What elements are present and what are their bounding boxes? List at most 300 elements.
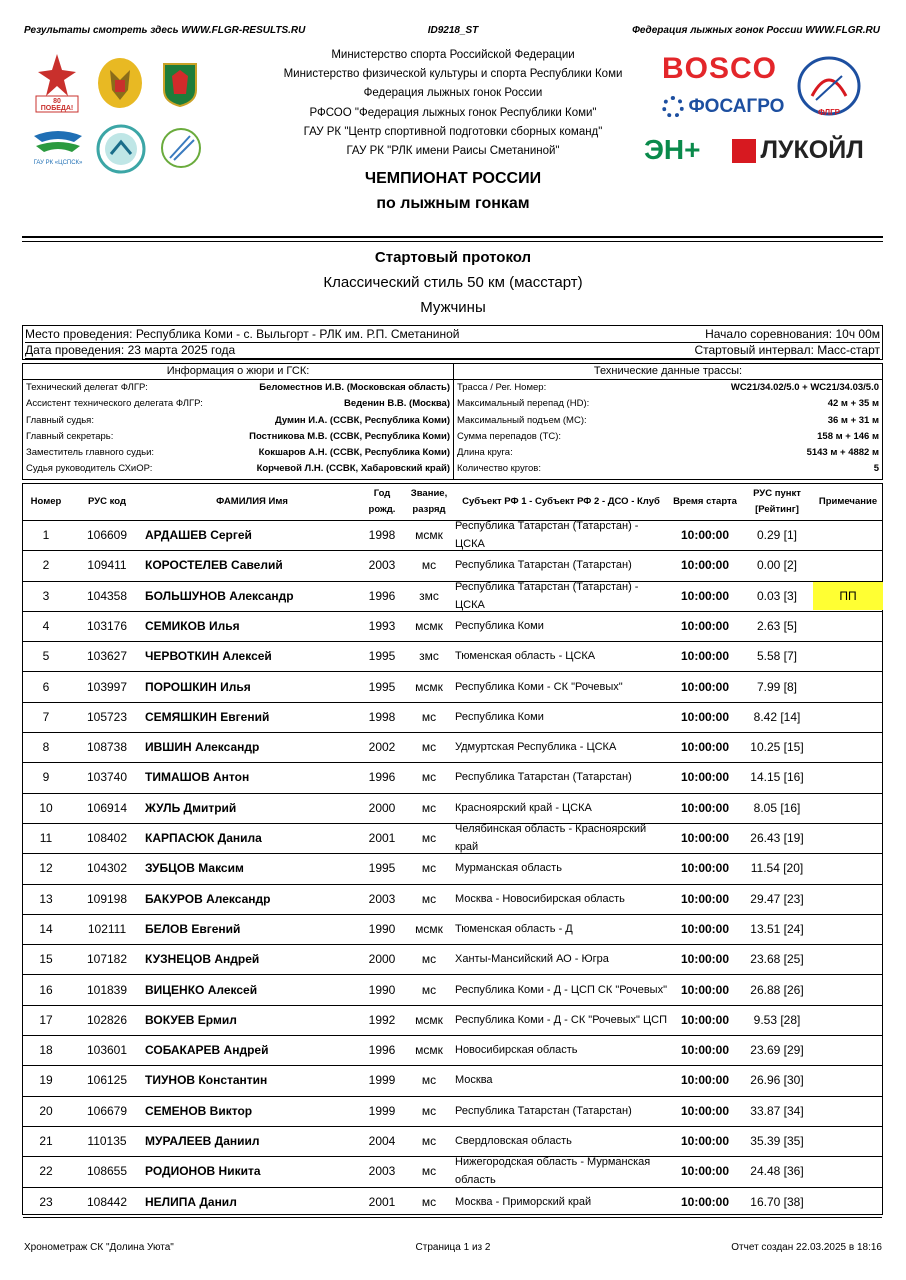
table-row: [23, 793, 882, 824]
protocol-titles: [0, 245, 906, 321]
track-row: Максимальный подъем (MC): 36 м + 31 м: [457, 414, 879, 426]
flgr-logo: [796, 56, 862, 120]
note: [813, 762, 883, 792]
start-number: 6: [42, 679, 50, 694]
rus-code: 103997: [86, 679, 128, 694]
start-number: 15: [39, 952, 53, 967]
page-number: Страница 1 из 2: [415, 1242, 491, 1253]
region-club: Республика Татарстан (Татарстан): [455, 771, 632, 784]
rus-code: 102111: [87, 921, 127, 936]
region-club: Республика Татарстан (Татарстан): [455, 559, 632, 572]
table-row: [23, 884, 882, 915]
note: [813, 1156, 883, 1186]
sport-rank: мс: [421, 952, 437, 967]
start-time: 10:00:00: [680, 649, 730, 664]
rus-points: 5.58 [7]: [756, 649, 798, 664]
championship-title-line1: ЧЕМПИОНАТ РОССИИ: [364, 170, 542, 187]
note: [813, 732, 883, 762]
birth-year: 1998: [368, 709, 396, 724]
start-number: 14: [39, 921, 53, 936]
athlete-name: СОБАКАРЕВ Андрей: [145, 1043, 269, 1058]
rlk-smetanina-logo: [96, 124, 146, 174]
track-info: [454, 364, 882, 479]
table-row: [23, 550, 882, 581]
start-time: 10:00:00: [680, 770, 730, 785]
start-time: 10:00:00: [680, 740, 730, 755]
start-number: 22: [39, 1164, 53, 1179]
col-header-time: Время старта: [673, 496, 737, 507]
rus-code: 108442: [86, 1194, 128, 1209]
start-time: 10:00:00: [680, 679, 730, 694]
start-number: 2: [42, 558, 50, 573]
rus-points: 0.00 [2]: [756, 558, 798, 573]
federation-link[interactable]: Федерация лыжных гонок России WWW.FLGR.RU: [632, 25, 880, 36]
note: [813, 1035, 883, 1065]
sport-rank: мсмк: [415, 618, 443, 633]
sport-rank: мсмк: [415, 1043, 443, 1058]
lukoil-text: ЛУКОЙЛ: [760, 136, 864, 164]
region-club: Республика Коми - Д - СК "Рочевых" ЦСП: [455, 1013, 667, 1026]
birth-year: 2003: [368, 1164, 396, 1179]
birth-year: 1993: [368, 618, 396, 633]
birth-year: 1992: [368, 1012, 396, 1027]
note: [813, 1065, 883, 1095]
table-row: [23, 1126, 882, 1157]
note: [813, 884, 883, 914]
russia-coat-of-arms-logo: [96, 56, 144, 110]
rus-points: 23.68 [25]: [750, 952, 804, 967]
sport-rank: мс: [421, 740, 437, 755]
venue-box: [22, 325, 883, 360]
header-divider-thin: [22, 241, 883, 242]
table-row: [23, 914, 882, 945]
region-club: Республика Коми: [455, 710, 544, 723]
rus-points: 26.88 [26]: [750, 982, 804, 997]
start-number: 5: [42, 649, 50, 664]
start-time: 10:00:00: [680, 1103, 730, 1118]
start-number: 3: [42, 588, 50, 603]
rus-code: 101839: [86, 982, 128, 997]
start-time: 10:00:00: [680, 558, 730, 573]
col-header-region: Субъект РФ 1 - Субъект РФ 2 - ДСО - Клуб: [462, 496, 660, 507]
sport-rank: мс: [421, 1073, 437, 1088]
start-time: 10:00:00: [680, 921, 730, 936]
sport-rank: мс: [421, 1164, 437, 1179]
rus-points: 9.53 [28]: [753, 1012, 801, 1027]
note: [813, 1187, 883, 1217]
jury-row: Главный секретарь: Постникова М.В. (ССВК, Республика Коми): [26, 430, 450, 442]
table-row: [23, 1096, 882, 1127]
sport-rank: змс: [419, 649, 439, 664]
athlete-name: СЕМИКОВ Илья: [145, 618, 240, 633]
table-row: [23, 520, 882, 551]
start-time: 10:00:00: [680, 891, 730, 906]
sport-rank: мс: [421, 891, 437, 906]
rus-points: 24.48 [36]: [750, 1164, 804, 1179]
lukoil-logo: [732, 136, 864, 165]
rus-points: 10.25 [15]: [750, 740, 804, 755]
header-divider: [22, 236, 883, 238]
col-header-year: Год рожд.: [368, 488, 396, 515]
athlete-name: КОРОСТЕЛЕВ Савелий: [145, 558, 283, 573]
col-header-note: Примечание: [818, 496, 878, 507]
start-time: 10:00:00: [680, 618, 730, 633]
region-club: Тюменская область - Д: [455, 922, 573, 935]
rus-points: 11.54 [20]: [750, 861, 804, 876]
track-row: Длина круга: 5143 м + 4882 м: [457, 447, 879, 459]
start-time: 10:00:00: [680, 588, 730, 603]
athlete-name: АРДАШЕВ Сергей: [145, 528, 252, 542]
organizer-line: Министерство физической культуры и спорта Республики Коми: [283, 68, 623, 81]
table-row: [23, 672, 882, 703]
birth-year: 1999: [368, 1103, 396, 1118]
sport-rank: мс: [421, 800, 437, 815]
table-row: [23, 1187, 882, 1218]
rus-code: 108655: [86, 1164, 128, 1179]
start-time: 10:00:00: [680, 709, 730, 724]
start-number: 17: [39, 1012, 53, 1027]
start-number: 1: [42, 528, 50, 542]
rus-points: 23.69 [29]: [750, 1043, 804, 1058]
komi-ski-federation-logo: [160, 126, 202, 170]
athlete-name: СЕМЕНОВ Виктор: [145, 1103, 253, 1118]
start-number: 21: [39, 1134, 53, 1148]
track-info-title: Технические данные трассы:: [454, 364, 882, 380]
table-row: [23, 853, 882, 884]
table-row: [23, 611, 882, 642]
birth-year: 1998: [368, 528, 396, 542]
start-number: 10: [39, 800, 53, 815]
results-link[interactable]: Результаты смотреть здесь WWW.FLGR-RESULTS.RU: [24, 25, 306, 36]
start-number: 8: [42, 740, 50, 755]
birth-year: 1996: [368, 770, 396, 785]
start-number: 11: [39, 831, 53, 845]
birth-year: 1996: [368, 588, 396, 603]
note: [813, 914, 883, 944]
note: [813, 823, 883, 853]
rus-points: 16.70 [38]: [750, 1194, 804, 1209]
region-club: Республика Татарстан (Татарстан): [455, 1104, 632, 1117]
sport-rank: мсмк: [415, 921, 443, 936]
note: [813, 550, 883, 580]
region-club: Республика Коми - СК "Рочевых": [455, 680, 623, 693]
sport-rank: мс: [421, 770, 437, 785]
birth-year: 2000: [368, 952, 396, 967]
organizer-line: ГАУ РК "Центр спортивной подготовки сборных команд": [303, 125, 603, 138]
rus-code: 104302: [86, 861, 128, 876]
sport-rank: мс: [421, 1103, 437, 1118]
organizer-line: ГАУ РК "РЛК имени Раисы Сметаниной": [346, 145, 560, 158]
birth-year: 2002: [368, 740, 396, 755]
rus-code: 109411: [87, 558, 127, 573]
sport-rank: змс: [419, 588, 439, 603]
start-number: 12: [39, 861, 53, 876]
start-time: 10:00:00: [680, 952, 730, 967]
rus-code: 103176: [86, 618, 128, 633]
note: [813, 702, 883, 732]
bosco-logo: BOSCO: [662, 52, 778, 85]
athlete-name: ЧЕРВОТКИН Алексей: [145, 649, 272, 664]
start-time: 10:00:00: [680, 982, 730, 997]
athlete-name: НЕЛИПА Данил: [145, 1194, 237, 1209]
rus-points: 33.87 [34]: [750, 1103, 804, 1118]
note: ПП: [813, 582, 883, 610]
organizer-line: Министерство спорта Российской Федерации: [331, 49, 575, 61]
athlete-name: ВОКУЕВ Ермил: [145, 1012, 237, 1027]
rus-points: 0.29 [1]: [756, 528, 798, 542]
rus-code: 109198: [86, 891, 128, 906]
start-time: 10:00:00: [680, 1012, 730, 1027]
report-created: Отчет создан 22.03.2025 в 18:16: [731, 1242, 882, 1253]
victory-80-text: 80 ПОБЕДА!: [40, 98, 74, 112]
start-number: 18: [39, 1043, 53, 1058]
note: [813, 793, 883, 823]
jury-row: Ассистент технического делегата ФЛГР: Веденин В.В. (Москва): [26, 398, 450, 410]
event-date: Дата проведения: 23 марта 2025 года: [25, 343, 236, 357]
table-header: [23, 484, 882, 521]
rus-code: 104358: [86, 588, 128, 603]
region-club: Республика Татарстан (Татарстан) - ЦСКА: [455, 520, 639, 550]
region-club: Свердловская область: [455, 1135, 572, 1147]
region-club: Республика Татарстан (Татарстан) - ЦСКА: [455, 580, 639, 611]
start-time: 10:00:00: [680, 1194, 730, 1209]
sport-rank: мс: [421, 558, 437, 573]
start-time: 10:00:00: [680, 1134, 730, 1148]
region-club: Нижегородская область - Мурманская область: [455, 1156, 651, 1187]
table-row: [23, 762, 882, 793]
sport-rank: мс: [421, 1194, 437, 1209]
note: [813, 1005, 883, 1035]
birth-year: 2004: [368, 1134, 396, 1148]
sport-rank: мс: [421, 1134, 437, 1148]
region-club: Республика Коми - Д - ЦСП СК "Рочевых": [455, 983, 667, 996]
birth-year: 2000: [368, 800, 396, 815]
athlete-name: ПОРОШКИН Илья: [145, 679, 251, 694]
table-row: [23, 1156, 882, 1187]
birth-year: 2001: [368, 1194, 396, 1209]
phosagro-flower-icon: [662, 96, 684, 118]
birth-year: 1990: [368, 982, 396, 997]
athlete-name: ЗУБЦОВ Максим: [145, 861, 244, 876]
table-row: [23, 823, 882, 854]
birth-year: 1995: [368, 861, 396, 876]
sport-rank: мсмк: [415, 679, 443, 694]
col-header-name: ФАМИЛИЯ Имя: [216, 496, 288, 507]
birth-year: 1995: [368, 649, 396, 664]
start-time: 10:00:00: [680, 861, 730, 876]
rus-points: 8.05 [16]: [753, 800, 801, 815]
birth-year: 2003: [368, 558, 396, 573]
start-time: 10:00:00: [680, 1164, 730, 1179]
region-club: Челябинская область - Красноярский край: [455, 823, 647, 853]
athlete-name: КУЗНЕЦОВ Андрей: [145, 952, 260, 967]
region-club: Мурманская область: [455, 862, 562, 875]
table-row: [23, 732, 882, 763]
sport-rank: мс: [421, 831, 437, 845]
victory-80-logo: [32, 52, 82, 114]
rus-points: 7.99 [8]: [756, 679, 798, 694]
athlete-name: ВИЦЕНКО Алексей: [145, 982, 258, 997]
jury-row: Главный судья: Думин И.А. (ССВК, Республика Коми): [26, 414, 450, 426]
rus-points: 0.03 [3]: [756, 588, 798, 603]
organizers-list: [253, 46, 653, 161]
region-club: Ханты-Мансийский АО - Югра: [455, 953, 609, 966]
sport-rank: мс: [421, 982, 437, 997]
note: [813, 853, 883, 883]
jury-info-title: Информация о жюри и ГСК:: [23, 364, 453, 380]
venue-place: Место проведения: Республика Коми - с. Выльгорт - РЛК им. Р.П. Сметаниной: [25, 327, 460, 341]
col-header-points: РУС пункт [Рейтинг]: [753, 488, 801, 515]
rus-code: 108402: [86, 831, 128, 845]
sport-rank: мсмк: [415, 528, 443, 542]
col-header-num: Номер: [30, 496, 62, 507]
start-list-table: [22, 483, 883, 1215]
birth-year: 1999: [368, 1073, 396, 1088]
region-club: Москва - Новосибирская область: [455, 892, 625, 905]
discipline-title: Классический стиль 50 км (масстарт): [323, 274, 583, 291]
table-row: [23, 1005, 882, 1036]
col-header-rank: Звание, разряд: [410, 488, 448, 515]
athlete-name: ЖУЛЬ Дмитрий: [145, 800, 237, 815]
region-club: Удмуртская Республика - ЦСКА: [455, 741, 617, 754]
start-time: 10:00:00: [680, 1043, 730, 1058]
note: [813, 520, 883, 550]
start-time: 10:00:00: [680, 528, 730, 542]
start-time: 10:00:00: [680, 1073, 730, 1088]
start-number: 16: [39, 982, 53, 997]
jury-row: Заместитель главного судьи: Кокшаров А.Н. (ССВК, Республика Коми): [26, 447, 450, 459]
note: [813, 944, 883, 974]
category-title: Мужчины: [420, 299, 486, 316]
note: [813, 1126, 883, 1156]
jury-row: Судья руководитель СХиОР: Корчевой Л.Н. (ССВК, Хабаровский край): [26, 463, 450, 475]
flgr-logo-text: ФЛГР: [817, 108, 840, 117]
rus-code: 110135: [87, 1134, 127, 1148]
region-club: Новосибирская область: [455, 1044, 578, 1057]
rus-code: 102826: [86, 1012, 128, 1027]
sport-rank: мс: [421, 861, 437, 876]
rus-code: 106679: [86, 1103, 128, 1118]
region-club: Республика Коми: [455, 619, 544, 632]
rus-code: 106914: [86, 800, 128, 815]
athlete-name: СЕМЯШКИН Евгений: [145, 709, 270, 724]
note: [813, 611, 883, 641]
rus-code: 103601: [86, 1043, 128, 1058]
start-time: 10:00:00: [680, 800, 730, 815]
start-time: 10:00:00: [680, 831, 730, 845]
note: [813, 672, 883, 702]
athlete-name: ТИУНОВ Константин: [145, 1073, 268, 1088]
note: [813, 975, 883, 1005]
rus-code: 103627: [86, 649, 128, 664]
phosagro-logo: [662, 96, 784, 118]
gau-cspsk-logo: [30, 128, 86, 170]
jury-row: Технический делегат ФЛГР: Беломестнов И.В. (Московская область): [26, 382, 450, 393]
phosagro-text: ФОСАГРО: [688, 96, 785, 117]
championship-title-line2: по лыжным гонкам: [376, 195, 530, 212]
track-row: Максимальный перепад (HD): 42 м + 35 м: [457, 398, 879, 410]
athlete-name: ИВШИН Александр: [145, 740, 260, 755]
track-row: Сумма перепадов (TC): 158 м + 146 м: [457, 430, 879, 442]
region-club: Тюменская область - ЦСКА: [455, 650, 596, 663]
protocol-title: Стартовый протокол: [374, 249, 532, 266]
rus-code: 105723: [86, 709, 128, 724]
championship-title: [253, 166, 653, 216]
timing-credit: Хронометраж СК "Долина Уюта": [24, 1242, 174, 1253]
athlete-name: ТИМАШОВ Антон: [145, 770, 250, 785]
rus-code: 106125: [86, 1073, 128, 1088]
info-box: [22, 363, 883, 480]
sport-rank: мсмк: [415, 1012, 443, 1027]
athlete-name: РОДИОНОВ Никита: [145, 1164, 261, 1179]
table-row: [23, 975, 882, 1006]
note: [813, 641, 883, 671]
start-number: 4: [42, 618, 50, 633]
rus-code: 106609: [86, 528, 128, 542]
athlete-name: БАКУРОВ Александр: [145, 891, 271, 906]
birth-year: 1996: [368, 1043, 396, 1058]
komi-coat-of-arms-logo: [160, 60, 200, 108]
start-number: 9: [42, 770, 50, 785]
table-row: [23, 581, 882, 612]
note: [813, 1096, 883, 1126]
region-club: Москва - Приморский край: [455, 1195, 592, 1208]
start-interval: Стартовый интервал: Масс-старт: [694, 343, 880, 357]
start-number: 19: [39, 1073, 53, 1088]
rus-points: 26.43 [19]: [750, 831, 804, 845]
col-header-rus: РУС код: [88, 496, 126, 507]
rus-points: 29.47 [23]: [750, 891, 804, 906]
rus-code: 108738: [86, 740, 128, 755]
region-club: Красноярский край - ЦСКА: [455, 801, 592, 814]
athlete-name: КАРПАСЮК Данила: [145, 831, 262, 845]
rus-points: 26.96 [30]: [750, 1073, 804, 1088]
birth-year: 2001: [368, 831, 396, 845]
organizer-line: РФСОО "Федерация лыжных гонок Республики Коми": [309, 106, 597, 119]
region-club: Москва: [455, 1074, 493, 1087]
table-row: [23, 1035, 882, 1066]
table-row: [23, 702, 882, 733]
rus-points: 2.63 [5]: [756, 618, 798, 633]
start-number: 13: [39, 891, 53, 906]
athlete-name: БЕЛОВ Евгений: [145, 921, 241, 936]
rus-points: 35.39 [35]: [750, 1134, 804, 1148]
jury-info: [23, 364, 454, 479]
gau-cspsk-text: ГАУ РК «ЦСПСК»: [33, 160, 83, 166]
track-row: Количество кругов: 5: [457, 463, 879, 475]
sport-rank: мс: [421, 709, 437, 724]
rus-code: 103740: [86, 770, 128, 785]
rus-points: 14.15 [16]: [750, 770, 804, 785]
start-number: 23: [39, 1194, 53, 1209]
birth-year: 1995: [368, 679, 396, 694]
lukoil-emblem-icon: [732, 139, 756, 163]
start-time: Начало соревнования: 10ч 00м: [705, 327, 880, 341]
table-row: [23, 641, 882, 672]
en-plus-logo: ЭН+: [644, 134, 701, 165]
rus-points: 8.42 [14]: [753, 709, 801, 724]
document-id: ID9218_ST: [427, 25, 479, 36]
athlete-name: МУРАЛЕЕВ Даниил: [145, 1134, 260, 1148]
rus-points: 13.51 [24]: [750, 921, 804, 936]
table-row: [23, 944, 882, 975]
organizer-line: Федерация лыжных гонок России: [363, 87, 543, 100]
rus-code: 107182: [86, 952, 128, 967]
track-row: Трасса / Рег. Номер: WC21/34.02/5.0 + WC21/34.03/5.0: [457, 382, 879, 393]
start-number: 7: [42, 709, 50, 724]
birth-year: 1990: [368, 921, 396, 936]
athlete-name: БОЛЬШУНОВ Александр: [145, 588, 294, 603]
